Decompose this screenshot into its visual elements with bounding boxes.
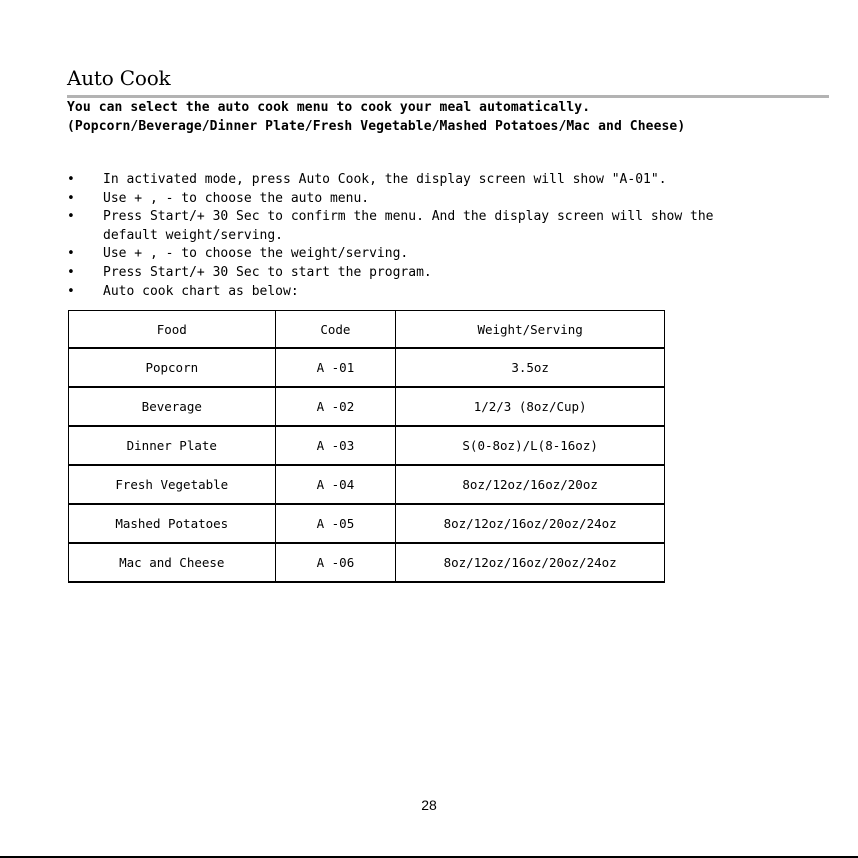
table-row <box>69 543 665 582</box>
cell-code: A -06 <box>275 543 396 582</box>
bullet-icon: • <box>67 209 75 225</box>
cell-code: A -04 <box>275 465 396 504</box>
table-header-row <box>69 311 665 349</box>
section-title: Auto Cook <box>67 66 171 90</box>
auto-cook-chart <box>68 310 665 583</box>
cell-code: A -02 <box>275 387 396 426</box>
table-row <box>69 426 665 465</box>
instruction-text: Press Start/+ 30 Sec to confirm the menu. And the display screen will show the <box>103 209 714 225</box>
cell-weight: 8oz/12oz/16oz/20oz/24oz <box>396 543 665 582</box>
cell-food: Mac and Cheese <box>69 543 276 582</box>
table-row <box>69 504 665 543</box>
instruction-item <box>67 190 837 209</box>
bullet-icon: • <box>67 190 75 206</box>
cell-weight: S(0-8oz)/L(8-16oz) <box>396 426 665 465</box>
cell-weight: 8oz/12oz/16oz/20oz/24oz <box>396 504 665 543</box>
instruction-text: Use + , - to choose the weight/serving. <box>103 246 409 262</box>
cell-food: Dinner Plate <box>69 426 276 465</box>
cell-weight: 8oz/12oz/16oz/20oz <box>396 465 665 504</box>
cell-food: Popcorn <box>69 348 276 387</box>
instruction-item <box>67 283 837 302</box>
title-underline <box>67 95 829 98</box>
cell-food: Beverage <box>69 387 276 426</box>
instruction-text: Auto cook chart as below: <box>103 283 299 299</box>
cell-code: A -03 <box>275 426 396 465</box>
instruction-text-continued: default weight/serving. <box>103 227 284 243</box>
intro-line-1: You can select the auto cook menu to cook your meal automatically. <box>67 100 591 115</box>
bullet-icon: • <box>67 172 75 187</box>
bullet-icon: • <box>67 246 75 262</box>
instruction-item <box>67 171 837 190</box>
bullet-icon: • <box>67 264 75 280</box>
instruction-text: In activated mode, press Auto Cook, the display screen will show "A-01". <box>103 172 667 187</box>
instruction-text: Use + , - to choose the auto menu. <box>103 190 370 206</box>
header-food: Food <box>69 311 276 349</box>
table-row <box>69 387 665 426</box>
intro-line-2: (Popcorn/Beverage/Dinner Plate/Fresh Vegetable/Mashed Potatoes/Mac and Cheese) <box>67 119 686 134</box>
header-code: Code <box>275 311 396 349</box>
table-row <box>69 465 665 504</box>
cell-weight: 3.5oz <box>396 348 665 387</box>
cell-food: Mashed Potatoes <box>69 504 276 543</box>
cell-weight: 1/2/3 (8oz/Cup) <box>396 387 665 426</box>
instruction-item <box>67 245 837 264</box>
table-row <box>69 348 665 387</box>
instruction-item <box>67 208 837 245</box>
instruction-item <box>67 264 837 283</box>
header-weight-serving: Weight/Serving <box>396 311 665 349</box>
cell-food: Fresh Vegetable <box>69 465 276 504</box>
page-number: 28 <box>421 797 437 813</box>
instruction-list <box>67 171 837 301</box>
cell-code: A -05 <box>275 504 396 543</box>
bullet-icon: • <box>67 283 75 299</box>
cell-code: A -01 <box>275 348 396 387</box>
instruction-text: Press Start/+ 30 Sec to start the program. <box>103 264 432 280</box>
